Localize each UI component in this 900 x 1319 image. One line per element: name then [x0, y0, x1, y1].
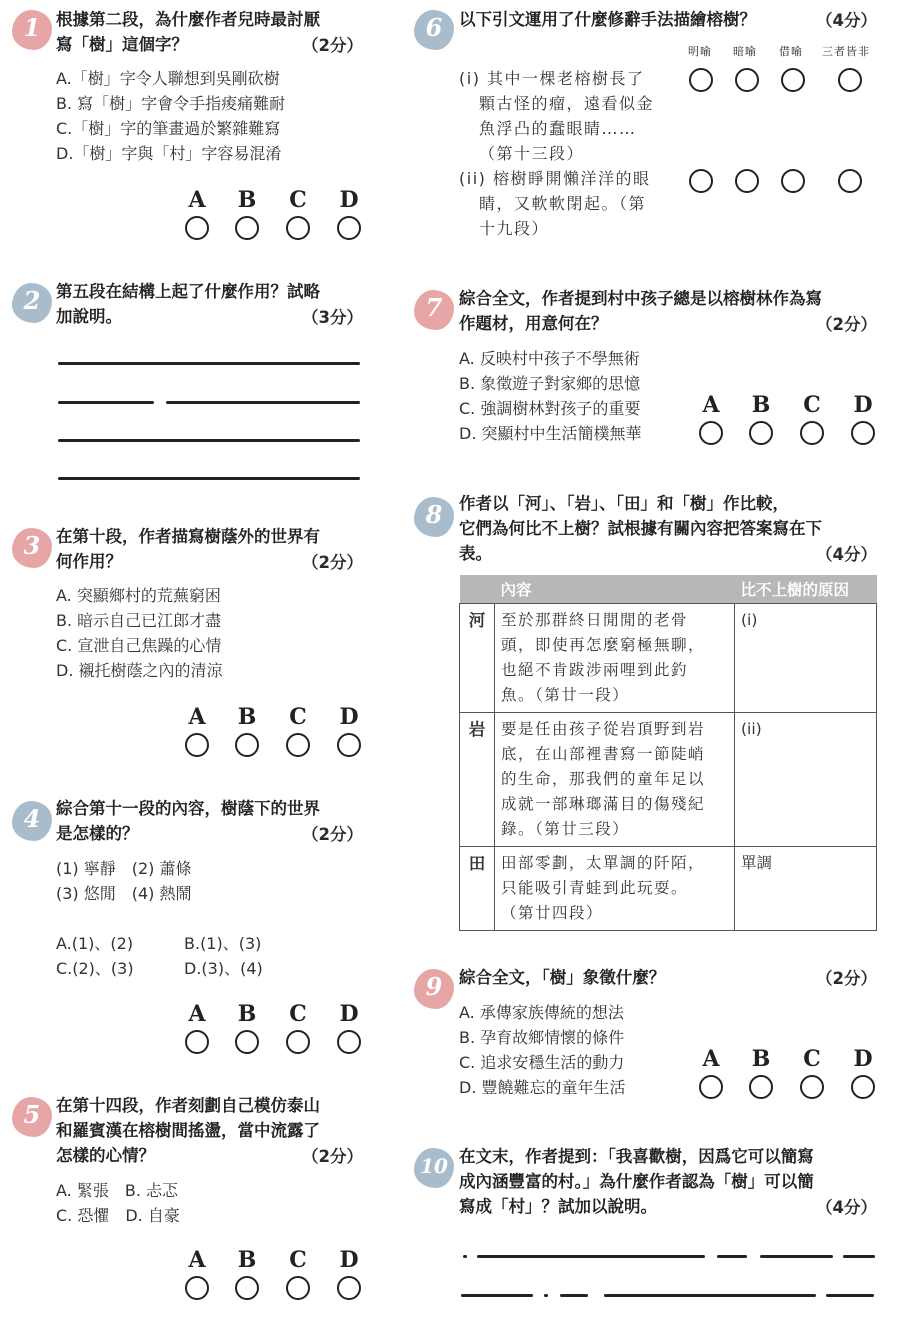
answer-bubble-b[interactable] [235, 1030, 259, 1054]
answer-bubble-i-none[interactable] [838, 68, 862, 92]
answer-line[interactable] [58, 477, 360, 480]
answer-bubble-d[interactable] [337, 216, 361, 240]
row-label: 田 [460, 847, 495, 931]
option-a-b: A. 緊張 B. 忐忑 [56, 1181, 178, 1200]
column-label-simile: 明喻 [688, 45, 712, 58]
question-marks: （4分） [816, 1198, 877, 1217]
option-a: A.(1)、(2) [56, 934, 134, 953]
answer-bubble-b[interactable] [749, 1075, 773, 1099]
table-header-row [460, 575, 877, 604]
quote-ii: (ii) 榕樹睜開懶洋洋的眼 睛，又軟軟閉起。（第 十九段） [459, 169, 651, 238]
answer-bubble-c[interactable] [286, 1276, 310, 1300]
answer-bubble-ii-none[interactable] [838, 169, 862, 193]
question-number-badge: 8 [414, 497, 454, 537]
option-d: D.「樹」字與「村」字容易混淆 [56, 144, 282, 163]
answer-bubble-a[interactable] [185, 1276, 209, 1300]
option-c-d: C. 恐懼 D. 自豪 [56, 1206, 180, 1225]
answer-bubble-b[interactable] [235, 1276, 259, 1300]
answer-line[interactable] [477, 1255, 705, 1258]
statement-item: (3) 悠閒 (4) 熱鬧 [56, 884, 192, 903]
question-marks: （2分） [302, 825, 363, 844]
answer-bubble-d[interactable] [337, 1030, 361, 1054]
answer-line[interactable] [760, 1255, 833, 1258]
question-10-text: 在文末，作者提到：「我喜歡樹，因爲它可以簡寫 成內涵豐富的村。」為什麼作者認為「樹」可以簡 寫成「村」？試加以說明。 [459, 1147, 814, 1216]
option-d: D.(3)、(4) [184, 959, 263, 978]
question-number-badge: 3 [12, 528, 52, 568]
answer-bubble-i-metaphor[interactable] [735, 68, 759, 92]
question-number-badge: 10 [414, 1148, 454, 1188]
answer-line[interactable] [463, 1255, 467, 1258]
answer-bubble-a[interactable] [185, 733, 209, 757]
question-number-badge: 9 [414, 969, 454, 1009]
option-a: A. 突顯鄉村的荒蕪窮困 [56, 586, 221, 605]
option-d: D. 襯托樹蔭之內的清涼 [56, 661, 223, 680]
question-marks: （2分） [816, 315, 877, 334]
question-8-text: 作者以「河」、「岩」、「田」和「樹」作比較， 它們為何比不上樹？試根據有關內容把答案寫在下 表。 [459, 494, 822, 563]
column-label-metonymy: 借喻 [779, 45, 803, 58]
answer-bubble-a[interactable] [699, 1075, 723, 1099]
answer-bubble-c[interactable] [286, 216, 310, 240]
quote-i: (i) 其中一棵老榕樹長了 顆古怪的瘤，遠看似金 魚浮凸的蠢眼睛…… （第十三段） [459, 69, 655, 163]
answer-bubble-d[interactable] [851, 421, 875, 445]
option-a: A. 反映村中孩子不學無術 [459, 349, 640, 368]
answer-line[interactable] [604, 1294, 816, 1297]
question-number-badge: 7 [414, 290, 454, 330]
answer-line[interactable] [58, 439, 360, 442]
question-4-text: 綜合第十一段的內容，樹蔭下的世界 是怎樣的？ [56, 799, 320, 843]
question-marks: （2分） [816, 969, 877, 988]
question-marks: （4分） [816, 545, 877, 564]
question-5-text: 在第十四段，作者刻劃自己模仿泰山 和羅賓漢在榕樹間搖盪，當中流露了 怎樣的心情？ [56, 1096, 320, 1165]
answer-line[interactable] [461, 1294, 533, 1297]
option-c: C. 強調樹林對孩子的重要 [459, 399, 641, 418]
option-b: B. 象徵遊子對家鄉的思憶 [459, 374, 641, 393]
column-header-reason: 比不上樹的原因 [735, 575, 877, 604]
answer-cell-i[interactable]: (i) [735, 604, 877, 713]
answer-bubble-ii-metonymy[interactable] [781, 169, 805, 193]
statement-item: (1) 寧靜 (2) 蕭條 [56, 859, 192, 878]
question-number-badge: 1 [12, 10, 52, 50]
answer-bubble-d[interactable] [851, 1075, 875, 1099]
answer-bubble-d[interactable] [337, 1276, 361, 1300]
table-row [460, 713, 877, 847]
answer-bubble-d[interactable] [337, 733, 361, 757]
answer-bubble-b[interactable] [749, 421, 773, 445]
table-row [460, 847, 877, 931]
option-a: A. 承傳家族傳統的想法 [459, 1003, 624, 1022]
option-c: C.(2)、(3) [56, 959, 134, 978]
question-number-badge: 4 [12, 801, 52, 841]
option-d: D. 豐饒難忘的童年生活 [459, 1078, 626, 1097]
answer-bubble-a[interactable] [699, 421, 723, 445]
column-label-metaphor: 暗喻 [733, 45, 757, 58]
option-b: B.(1)、(3) [184, 934, 262, 953]
row-label: 河 [460, 604, 495, 713]
answer-bubble-c[interactable] [800, 421, 824, 445]
answer-bubble-a[interactable] [185, 216, 209, 240]
answer-bubble-c[interactable] [286, 733, 310, 757]
reason-cell: 單調 [735, 847, 877, 931]
answer-bubble-b[interactable] [235, 216, 259, 240]
column-header-content: 內容 [495, 575, 735, 604]
answer-line[interactable] [58, 362, 360, 365]
table-row [460, 604, 877, 713]
answer-bubble-i-metonymy[interactable] [781, 68, 805, 92]
answer-bubble-c[interactable] [286, 1030, 310, 1054]
question-marks: （2分） [302, 553, 363, 572]
answer-line[interactable] [166, 401, 360, 404]
question-number-badge: 2 [12, 283, 52, 323]
option-c: C. 宣泄自己焦躁的心情 [56, 636, 222, 655]
question-marks: （2分） [302, 36, 363, 55]
question-3-text: 在第十段，作者描寫樹蔭外的世界有 何作用？ [56, 527, 320, 571]
answer-line[interactable] [843, 1255, 875, 1258]
answer-line[interactable] [826, 1294, 874, 1297]
answer-cell-ii[interactable]: (ii) [735, 713, 877, 847]
option-d: D. 突顯村中生活簡樸無華 [459, 424, 642, 443]
question-1-text: 根據第二段，為什麼作者兒時最討厭 寫「樹」這個字？ [56, 10, 320, 54]
option-a: A.「樹」字令人聯想到吳剛砍樹 [56, 69, 280, 88]
answer-bubble-ii-simile[interactable] [689, 169, 713, 193]
question-marks: （4分） [816, 11, 877, 30]
option-b: B. 暗示自己已江郎才盡 [56, 611, 222, 630]
answer-bubble-ii-metaphor[interactable] [735, 169, 759, 193]
option-c: C. 追求安穩生活的動力 [459, 1053, 625, 1072]
option-c: C.「樹」字的筆畫過於繁雜難寫 [56, 119, 281, 138]
answer-bubble-c[interactable] [800, 1075, 824, 1099]
answer-bubble-i-simile[interactable] [689, 68, 713, 92]
question-number-badge: 6 [414, 10, 454, 50]
column-label-none: 三者皆非 [822, 45, 870, 58]
question-6-text: 以下引文運用了什麼修辭手法描繪榕樹？ [459, 10, 756, 29]
row-content: 至於那群終日閒閒的老骨 頭，即使再怎麼窮極無聊， 也絕不肯跋涉兩哩到此釣 魚。（第廿一段） [495, 604, 735, 713]
question-9-text: 綜合全文，「樹」象徵什麼？ [459, 968, 666, 987]
answer-bubble-b[interactable] [235, 733, 259, 757]
answer-line[interactable] [560, 1294, 588, 1297]
question-marks: （2分） [302, 1147, 363, 1166]
question-marks: （3分） [302, 308, 363, 327]
question-7-text: 綜合全文，作者提到村中孩子總是以榕樹林作為寫 作題材，用意何在？ [459, 289, 822, 333]
comparison-table [459, 575, 877, 931]
row-label: 岩 [460, 713, 495, 847]
answer-line[interactable] [717, 1255, 747, 1258]
row-content: 要是任由孩子從岩頂野到岩 底，在山部裡書寫一節陡峭 的生命，那我們的童年足以 成就一部琳瑯滿目的傷殘紀 錄。（第廿三段） [495, 713, 735, 847]
question-number-badge: 5 [12, 1097, 52, 1137]
option-b: B. 寫「樹」字會令手指痠痛難耐 [56, 94, 286, 113]
option-b: B. 孕育故鄉情懷的條件 [459, 1028, 625, 1047]
row-content: 田部零劃，太單調的阡陌， 只能吸引青蛙到此玩耍。 （第廿四段） [495, 847, 735, 931]
answer-line[interactable] [544, 1294, 548, 1297]
question-2-text: 第五段在結構上起了什麼作用？試略 加說明。 [56, 282, 320, 326]
answer-bubble-a[interactable] [185, 1030, 209, 1054]
answer-line[interactable] [58, 401, 154, 404]
